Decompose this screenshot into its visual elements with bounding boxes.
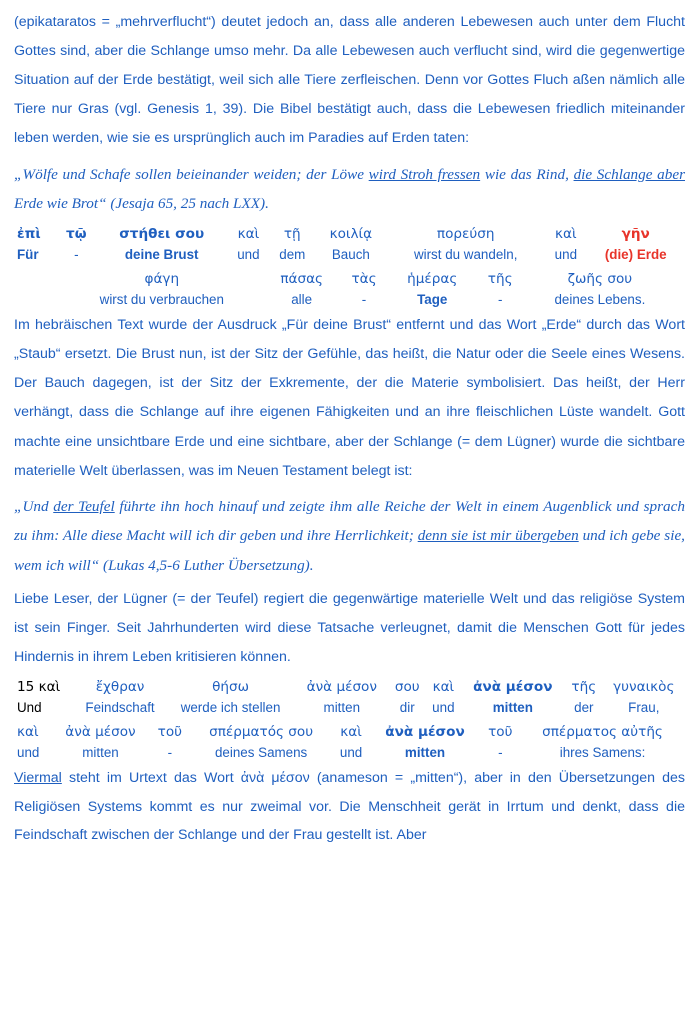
gk-1-1: ἐπὶ [17,225,41,242]
end-spacer-2 [676,290,685,309]
interlinear-2-german-row-1 [14,698,685,717]
gk-3-6: καὶ [432,679,455,696]
de-4-6: mitten [404,744,446,760]
de-1-2: - [74,246,79,262]
gk-3-1: 15 καὶ [17,679,61,696]
de-4-1: und [17,744,40,760]
interlinear-1-greek-row-2 [14,270,685,290]
gk-4-1: καὶ [17,724,39,741]
de-4-4: deines Samens [214,744,308,760]
de-1-6: Bauch [331,246,370,262]
de-3-2: Feindschaft [85,699,155,715]
paragraph-1: (epikataratos = „mehrverflucht“) deutet jedoch an, dass alle anderen Lebewesen auch unter dem Flucht Gottes sind, aber die Schlange umso mehr. Da alle Lebewesen auch verflucht sind, wird die gegenwertige Situation auf der Erde bestätigt, weil sich alle Tiere zerfleischen. Denn vor Gottes Fluch aßen nämlich alle Tiere nur Gras (vgl. Genesis 1, 39). Die Bibel bestätigt auch, dass die Lebewesen friedlich miteinander leben werden, wie sie es ursprünglich auch im Paradies auf Erden taten: [14,14,685,147]
paragraph-2: Im hebräischen Text wurde der Ausdruck „Für deine Brust“ entfernt und das Wort „Erde“ durch das Wort „Staub“ ersetzt. Die Brust nun, ist der Sitz der Gefühle, das heißt, die Natur oder die Seele eines Wesens. Der Bauch dagegen, ist der Sitz der Exkremente, der die Materie symbolisiert. Das heißt, der Herr verhängt, dass die Schlange auf ihre eigenen Fähigkeiten und an ihre fleischlichen Lüste wandelt. Gott machte eine unsichtbare Erde und eine sichtbare, aber der Schlange (= dem Lügner) wurde die sichtbare materielle Welt überlassen, was im Neuen Testament belegt ist: [14,317,685,479]
gk-4-4: σπέρματός σου [209,724,314,741]
indent-spacer [14,270,60,290]
quote-2-part-e: und ich gebe sie, wem ich will“ (Lukas 4,5-6 Luther Übersetzung). [14,527,685,575]
de-1-4: und [237,246,260,262]
quote-2-underline-2: denn sie ist mir übergeben [417,527,579,545]
interlinear-1-german-row-2 [14,290,685,309]
gk-1-5: τῇ [283,225,301,242]
end-spacer [676,270,685,290]
gk-3-2: ἔχθραν [95,679,145,696]
quote-1-underline-1: wird Stroh fressen [368,165,481,183]
gk-2-1: φάγη [144,270,180,287]
de-2-5: - [497,291,503,307]
de-1-5: dem [279,246,306,262]
interlinear-genesis315-line2 [14,723,685,762]
indent-spacer-2 [14,290,60,309]
quote-1-part-c: wie das Rind, [480,165,574,183]
gk-4-7: τοῦ [488,724,513,741]
interlinear-1-german-row-1 [14,245,685,264]
quote-1-underline-2: die Schlange aber [573,165,685,183]
de-1-1: Für [17,246,39,262]
quote-2-part-c: führte ihn hoch hinauf und zeigte ihm alle Reiche der Welt in einem Augenblick und sprach zu ihm: Alle diese Macht will ich dir geben und ihre Herrlichkeit; [14,497,685,545]
de-2-4: Tage [417,291,448,307]
quote-1-part-a: „Wölfe und Schafe sollen beieinander weiden; der Löwe [14,165,369,183]
de-4-8: ihres Samens: [559,744,646,760]
gk-3-3: θήσω [212,679,250,696]
de-4-7: - [498,744,503,760]
gk-3-8: τῆς [571,679,597,696]
de-1-7: wirst du wandeln, [413,246,518,262]
de-4-2: mitten [82,744,119,760]
de-1-9: (die) Erde [604,246,667,262]
interlinear-2-greek-row-2 [14,723,685,743]
gk-2-6: ζωῆς σου [567,270,633,287]
gk-1-2: τῷ [66,225,87,242]
interlinear-2-german-row-2 [14,743,685,762]
gk-4-2: ἀνὰ μέσον [65,724,136,741]
interlinear-genesis315-line1 [14,678,685,717]
de-2-3: - [361,291,367,307]
de-3-9: Frau, [628,699,660,715]
de-3-1: Und [17,699,42,715]
de-3-8: der [574,699,594,715]
gk-1-3: στήθει σου [119,225,205,242]
paragraph-4-underline: Viermal [14,770,62,787]
gk-2-4: ἡμέρας [407,270,458,287]
de-1-3: deine Brust [124,246,199,262]
gk-3-9: γυναικὸς [613,679,675,696]
paragraph-4-rest: steht im Urtext das Wort ἀνὰ μέσον (anameson = „mitten“), aber in den Übersetzungen des Religiösen Systems kommt es nur zweimal vor. Die Menschheit gerät in Irrtum und denkt, dass die Feindschaft zwischen der Schlange und der Frau gestellt ist. Aber [14,770,685,844]
de-1-8: und [554,246,578,262]
de-4-5: und [339,744,363,760]
gk-3-5: σου [394,679,420,696]
gk-1-4: καὶ [237,225,260,242]
gk-3-7: ἀνὰ μέσον [473,679,553,696]
gk-2-3: τὰς [351,270,377,287]
interlinear-genesis-line2 [14,270,685,309]
gk-4-8: σπέρματος αὐτῆς [542,724,663,741]
paragraph-4 [14,764,685,849]
paragraph-3: Liebe Leser, der Lügner (= der Teufel) regiert die gegenwärtige materielle Welt und das religiöse System ist sein Finger. Seit Jahrhunderten wird diese Tatsache verleugnet, damit die Menschen Gott für jedes Hindernis in ihrem Leben kritisieren können. [14,590,685,665]
quote-isaiah [14,160,685,219]
gk-2-2: πάσας [280,270,324,287]
de-2-2: alle [291,291,313,307]
gk-1-7: πορεύση [436,225,495,242]
quote-2-part-a: „Und [14,497,54,515]
gk-1-8: καὶ [555,225,577,242]
interlinear-genesis-line1 [14,225,685,264]
gk-4-3: τοῦ [157,724,183,741]
quote-luke [14,492,685,581]
gk-2-5: τῆς [487,270,513,287]
de-3-3: werde ich stellen [180,699,281,715]
gk-1-6: κοιλίᾳ [329,225,373,242]
de-2-1: wirst du verbrauchen [99,291,224,307]
interlinear-2-greek-row-1 [14,678,685,698]
gk-4-6: ἀνὰ μέσον [385,724,465,741]
de-3-6: und [432,699,455,715]
gk-3-4: ἀνὰ μέσον [306,679,377,696]
de-2-6: deines Lebens. [554,291,646,307]
gk-1-9: γῆν [621,225,650,242]
quote-2-underline-1: der Teufel [53,497,115,515]
gk-4-5: καὶ [340,724,362,741]
interlinear-1-greek-row-1 [14,225,685,245]
de-4-3: - [167,744,173,760]
de-3-4: mitten [323,699,361,715]
de-3-7: mitten [492,699,533,715]
quote-1-part-e: Erde wie Brot“ (Jesaja 65, 25 nach LXX). [14,195,269,213]
de-3-5: dir [399,699,415,715]
